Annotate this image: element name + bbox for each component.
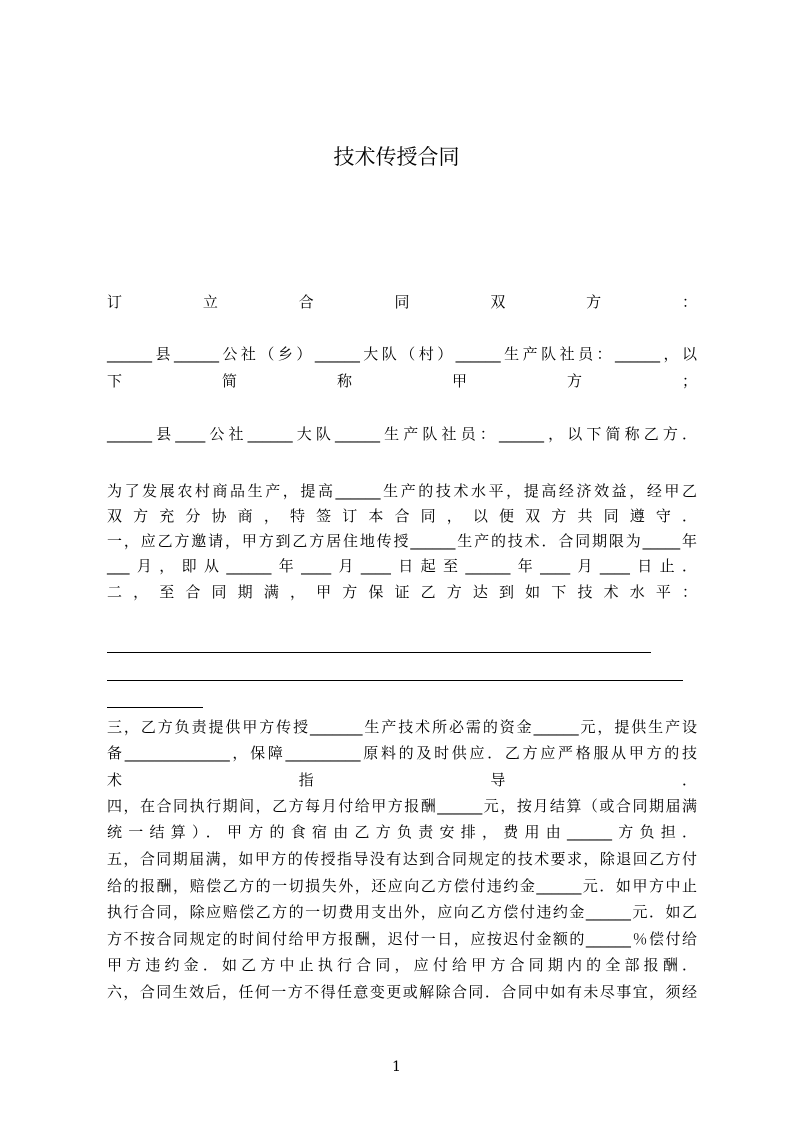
clause-5-line-2: 给的报酬，赔偿乙方的一切损失外，还应向乙方偿付违约金______元．如甲方中止	[107, 877, 697, 895]
party-a-line-cont: 下 简 称 甲 方 ；	[107, 372, 697, 390]
clause-5-line-4: 方不按合同规定的时间付给甲方报酬，迟付一日，应按迟付金额的______％偿付给	[107, 930, 697, 948]
blank-fill-line-3	[107, 707, 203, 708]
page-number: 1	[392, 1059, 401, 1075]
blank-fill-line-2	[107, 680, 683, 681]
document-title: 技术传授合同	[333, 145, 460, 169]
clause-6-line-1: 六，合同生效后，任何一方不得任意变更或解除合同．合同中如有未尽事宜，须经	[107, 983, 697, 1001]
clause-4-line-2: 统一结算）．甲方的食宿由乙方负责安排，费用由______方负担．	[107, 823, 697, 841]
clause-1-line-1: 一，应乙方邀请，甲方到乙方居住地传授______生产的技术．合同期限为_____年	[107, 532, 697, 550]
clause-1-line-2: ___月，即从______年____月____日起至______年____月____日止．	[107, 557, 697, 575]
contract-parties-heading: 订 立 合 同 双 方 ：	[107, 293, 697, 311]
preamble-line-2: 双方充分协商，特签订本合同，以便双方共同遵守．	[107, 507, 697, 525]
blank-fill-line-1	[107, 652, 651, 653]
clause-3-line-2: 备______________，保障__________原料的及时供应．乙方应严格服从甲方的技	[107, 744, 697, 762]
preamble-line-1: 为了发展农村商品生产，提高______生产的技术水平，提高经济效益，经甲乙	[107, 482, 697, 500]
clause-5-line-3: 执行合同，除应赔偿乙方的一切费用支出外，应向乙方偿付违约金______元．如乙	[107, 903, 697, 921]
clause-2-line-1: 二，至合同期满，甲方保证乙方达到如下技术水平：	[107, 583, 697, 601]
party-a-line: ______县______公社（乡）______大队（村）______生产队社员：______，以	[107, 345, 697, 363]
clause-3-line-1: 三，乙方负责提供甲方传授_______生产技术所必需的资金______元，提供生产设	[107, 718, 697, 736]
clause-4-line-1: 四，在合同执行期间，乙方每月付给甲方报酬______元，按月结算（或合同期届满	[107, 797, 697, 815]
clause-5-line-5: 甲方违约金．如乙方中止执行合同，应付给甲方合同期内的全部报酬．	[107, 956, 697, 974]
party-b-line: ______县____公社______大队______生产队社员：______，以下简称乙方．	[107, 425, 697, 443]
clause-3-line-3: 术 指 导 ．	[107, 771, 697, 789]
clause-5-line-1: 五，合同期届满，如甲方的传授指导没有达到合同规定的技术要求，除退回乙方付	[107, 850, 697, 868]
